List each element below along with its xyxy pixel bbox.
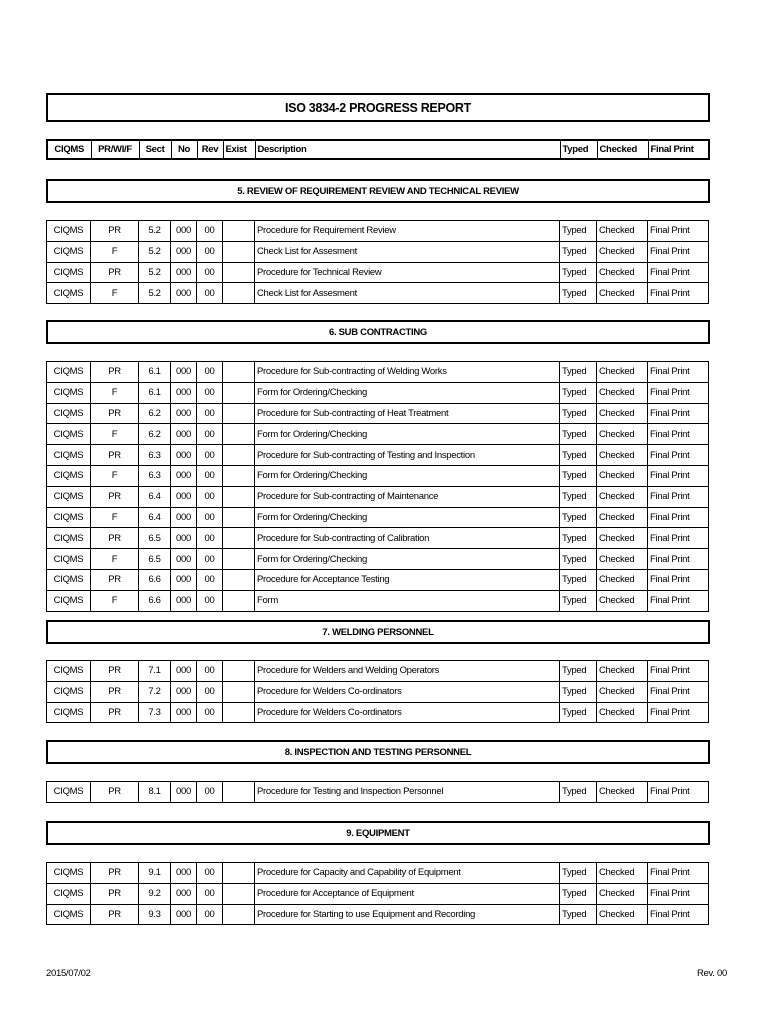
cell-typed: Typed [560,661,597,682]
table-row [47,549,709,570]
cell-no: 000 [171,528,197,549]
cell-no: 000 [171,424,197,445]
cell-exist [223,465,255,486]
cell-typed: Typed [560,883,597,904]
cell-exist [223,445,255,466]
cell-exist [223,424,255,445]
cell-typed: Typed [560,362,597,383]
table-row [47,702,709,723]
table-row [47,681,709,702]
table-row [47,904,709,925]
cell-exist [223,661,255,682]
cell-final-print: Final Print [648,241,709,262]
cell-ciqms: CIQMS [47,507,91,528]
cell-rev: 00 [197,528,223,549]
cell-description: Procedure for Requirement Review [255,221,560,242]
section-table [46,781,709,803]
cell-typed: Typed [560,528,597,549]
table-row [47,507,709,528]
cell-exist [223,528,255,549]
cell-exist [223,569,255,590]
cell-description: Form for Ordering/Checking [255,424,560,445]
section-table [46,361,709,612]
cell-final-print: Final Print [648,262,709,283]
cell-sect: 6.6 [139,569,171,590]
cell-description: Procedure for Acceptance Testing [255,569,560,590]
cell-no: 000 [171,241,197,262]
cell-checked: Checked [597,904,648,925]
col-header-no: No [171,140,197,159]
cell-type: F [91,507,139,528]
cell-checked: Checked [597,424,648,445]
cell-ciqms: CIQMS [47,362,91,383]
cell-description: Procedure for Technical Review [255,262,560,283]
cell-no: 000 [171,661,197,682]
cell-rev: 00 [197,549,223,570]
cell-rev: 00 [197,702,223,723]
cell-rev: 00 [197,262,223,283]
cell-exist [223,883,255,904]
cell-ciqms: CIQMS [47,702,91,723]
cell-rev: 00 [197,382,223,403]
cell-ciqms: CIQMS [47,283,91,304]
cell-checked: Checked [597,883,648,904]
col-header-sect: Sect [139,140,171,159]
cell-rev: 00 [197,445,223,466]
section-table [46,660,709,723]
cell-ciqms: CIQMS [47,465,91,486]
cell-checked: Checked [597,241,648,262]
col-header-checked: Checked [597,140,648,159]
cell-description: Procedure for Welders and Welding Operators [255,661,560,682]
cell-exist [223,283,255,304]
cell-rev: 00 [197,424,223,445]
cell-typed: Typed [560,486,597,507]
cell-no: 000 [171,403,197,424]
cell-final-print: Final Print [648,465,709,486]
cell-no: 000 [171,507,197,528]
cell-type: F [91,590,139,611]
table-row [47,528,709,549]
cell-exist [223,241,255,262]
cell-exist [223,362,255,383]
cell-rev: 00 [197,403,223,424]
cell-final-print: Final Print [648,590,709,611]
cell-sect: 7.2 [139,681,171,702]
cell-description: Form for Ordering/Checking [255,507,560,528]
col-header-rev: Rev [197,140,223,159]
cell-exist [223,507,255,528]
section-table [46,862,709,925]
col-header-ciqms: CIQMS [47,140,91,159]
cell-final-print: Final Print [648,863,709,884]
cell-ciqms: CIQMS [47,486,91,507]
cell-typed: Typed [560,863,597,884]
cell-type: PR [91,863,139,884]
cell-ciqms: CIQMS [47,661,91,682]
cell-sect: 6.5 [139,528,171,549]
col-header-exist: Exist [223,140,255,159]
table-row [47,863,709,884]
cell-no: 000 [171,445,197,466]
cell-typed: Typed [560,782,597,803]
cell-exist [223,863,255,884]
cell-rev: 00 [197,782,223,803]
cell-final-print: Final Print [648,681,709,702]
cell-final-print: Final Print [648,904,709,925]
cell-type: PR [91,403,139,424]
cell-checked: Checked [597,362,648,383]
section-table [46,220,709,304]
report-title: ISO 3834-2 PROGRESS REPORT [46,93,710,122]
table-row [47,486,709,507]
cell-ciqms: CIQMS [47,528,91,549]
table-row [47,590,709,611]
cell-no: 000 [171,382,197,403]
cell-description: Procedure for Welders Co-ordinators [255,681,560,702]
cell-no: 000 [171,465,197,486]
cell-description: Procedure for Starting to use Equipment and Recording [255,904,560,925]
cell-no: 000 [171,782,197,803]
cell-checked: Checked [597,486,648,507]
cell-rev: 00 [197,863,223,884]
cell-sect: 6.1 [139,382,171,403]
cell-final-print: Final Print [648,382,709,403]
cell-type: PR [91,904,139,925]
cell-exist [223,904,255,925]
cell-rev: 00 [197,904,223,925]
cell-typed: Typed [560,702,597,723]
cell-final-print: Final Print [648,549,709,570]
cell-typed: Typed [560,241,597,262]
table-row [47,445,709,466]
section-heading: 5. REVIEW OF REQUIREMENT REVIEW AND TECHNICAL REVIEW [46,179,710,203]
cell-checked: Checked [597,262,648,283]
cell-typed: Typed [560,549,597,570]
cell-typed: Typed [560,424,597,445]
cell-typed: Typed [560,465,597,486]
cell-ciqms: CIQMS [47,262,91,283]
cell-description: Check List for Assesment [255,241,560,262]
cell-final-print: Final Print [648,507,709,528]
cell-typed: Typed [560,262,597,283]
cell-no: 000 [171,702,197,723]
table-row [47,403,709,424]
cell-sect: 6.5 [139,549,171,570]
cell-sect: 5.2 [139,221,171,242]
cell-exist [223,681,255,702]
cell-type: PR [91,486,139,507]
cell-checked: Checked [597,403,648,424]
cell-checked: Checked [597,661,648,682]
cell-ciqms: CIQMS [47,883,91,904]
cell-typed: Typed [560,283,597,304]
cell-no: 000 [171,883,197,904]
cell-type: PR [91,702,139,723]
col-header-typed: Typed [560,140,597,159]
cell-no: 000 [171,262,197,283]
cell-checked: Checked [597,445,648,466]
cell-type: PR [91,528,139,549]
cell-no: 000 [171,486,197,507]
table-row [47,241,709,262]
cell-type: PR [91,569,139,590]
cell-description: Procedure for Sub-contracting of Heat Treatment [255,403,560,424]
cell-typed: Typed [560,904,597,925]
cell-ciqms: CIQMS [47,445,91,466]
cell-exist [223,590,255,611]
cell-typed: Typed [560,681,597,702]
cell-checked: Checked [597,549,648,570]
col-header-description: Description [255,140,560,159]
cell-description: Procedure for Sub-contracting of Calibration [255,528,560,549]
cell-typed: Typed [560,445,597,466]
cell-rev: 00 [197,465,223,486]
col-header-type: PR/WI/F [91,140,139,159]
cell-rev: 00 [197,283,223,304]
cell-final-print: Final Print [648,661,709,682]
table-row [47,362,709,383]
cell-final-print: Final Print [648,445,709,466]
cell-typed: Typed [560,590,597,611]
cell-sect: 9.1 [139,863,171,884]
cell-checked: Checked [597,569,648,590]
cell-sect: 6.6 [139,590,171,611]
cell-exist [223,549,255,570]
cell-description: Procedure for Testing and Inspection Personnel [255,782,560,803]
cell-typed: Typed [560,382,597,403]
table-row [47,661,709,682]
cell-no: 000 [171,681,197,702]
cell-exist [223,403,255,424]
cell-typed: Typed [560,221,597,242]
table-row [47,382,709,403]
cell-sect: 5.2 [139,283,171,304]
col-header-final-print: Final Print [648,140,709,159]
cell-type: F [91,241,139,262]
cell-no: 000 [171,569,197,590]
cell-checked: Checked [597,465,648,486]
cell-description: Procedure for Sub-contracting of Testing and Inspection [255,445,560,466]
cell-description: Procedure for Capacity and Capability of Equipment [255,863,560,884]
cell-exist [223,782,255,803]
cell-typed: Typed [560,507,597,528]
cell-rev: 00 [197,681,223,702]
cell-checked: Checked [597,382,648,403]
cell-description: Procedure for Welders Co-ordinators [255,702,560,723]
cell-description: Procedure for Sub-contracting of Maintenance [255,486,560,507]
cell-sect: 7.1 [139,661,171,682]
cell-rev: 00 [197,241,223,262]
cell-rev: 00 [197,661,223,682]
section-heading: 9. EQUIPMENT [46,821,710,845]
cell-final-print: Final Print [648,403,709,424]
cell-no: 000 [171,904,197,925]
cell-description: Check List for Assesment [255,283,560,304]
cell-sect: 6.4 [139,507,171,528]
table-row [47,262,709,283]
cell-ciqms: CIQMS [47,424,91,445]
cell-checked: Checked [597,528,648,549]
cell-rev: 00 [197,507,223,528]
table-row [47,424,709,445]
cell-checked: Checked [597,221,648,242]
cell-rev: 00 [197,362,223,383]
cell-type: PR [91,661,139,682]
footer-date: 2015/07/02 [46,968,91,979]
cell-sect: 7.3 [139,702,171,723]
table-row [47,283,709,304]
cell-type: PR [91,445,139,466]
cell-ciqms: CIQMS [47,863,91,884]
cell-sect: 6.3 [139,445,171,466]
cell-final-print: Final Print [648,782,709,803]
cell-type: F [91,424,139,445]
cell-final-print: Final Print [648,569,709,590]
table-row [47,465,709,486]
cell-type: PR [91,681,139,702]
cell-checked: Checked [597,507,648,528]
cell-type: PR [91,221,139,242]
cell-type: PR [91,782,139,803]
cell-description: Procedure for Acceptance of Equipment [255,883,560,904]
table-row [47,221,709,242]
cell-no: 000 [171,549,197,570]
cell-exist [223,486,255,507]
cell-sect: 5.2 [139,262,171,283]
cell-sect: 9.3 [139,904,171,925]
cell-ciqms: CIQMS [47,782,91,803]
cell-exist [223,262,255,283]
cell-sect: 5.2 [139,241,171,262]
cell-final-print: Final Print [648,883,709,904]
cell-ciqms: CIQMS [47,590,91,611]
table-row [47,569,709,590]
cell-checked: Checked [597,590,648,611]
cell-checked: Checked [597,681,648,702]
cell-type: PR [91,883,139,904]
cell-sect: 8.1 [139,782,171,803]
cell-exist [223,702,255,723]
cell-type: F [91,549,139,570]
cell-final-print: Final Print [648,283,709,304]
cell-sect: 6.1 [139,362,171,383]
cell-rev: 00 [197,590,223,611]
cell-exist [223,382,255,403]
section-heading: 8. INSPECTION AND TESTING PERSONNEL [46,740,710,764]
cell-sect: 9.2 [139,883,171,904]
cell-type: F [91,465,139,486]
cell-rev: 00 [197,221,223,242]
cell-description: Form for Ordering/Checking [255,549,560,570]
table-row [47,883,709,904]
cell-ciqms: CIQMS [47,403,91,424]
cell-no: 000 [171,221,197,242]
cell-checked: Checked [597,863,648,884]
cell-ciqms: CIQMS [47,382,91,403]
cell-description: Procedure for Sub-contracting of Welding Works [255,362,560,383]
cell-description: Form for Ordering/Checking [255,465,560,486]
cell-ciqms: CIQMS [47,241,91,262]
cell-ciqms: CIQMS [47,221,91,242]
cell-checked: Checked [597,283,648,304]
cell-rev: 00 [197,569,223,590]
cell-no: 000 [171,863,197,884]
cell-ciqms: CIQMS [47,681,91,702]
cell-exist [223,221,255,242]
cell-type: PR [91,362,139,383]
cell-type: F [91,382,139,403]
cell-final-print: Final Print [648,221,709,242]
cell-ciqms: CIQMS [47,904,91,925]
cell-description: Form [255,590,560,611]
cell-typed: Typed [560,569,597,590]
cell-final-print: Final Print [648,486,709,507]
cell-typed: Typed [560,403,597,424]
cell-ciqms: CIQMS [47,549,91,570]
cell-sect: 6.3 [139,465,171,486]
cell-no: 000 [171,283,197,304]
section-heading: 6. SUB CONTRACTING [46,320,710,344]
cell-sect: 6.2 [139,403,171,424]
cell-no: 000 [171,590,197,611]
cell-rev: 00 [197,486,223,507]
cell-sect: 6.2 [139,424,171,445]
cell-checked: Checked [597,702,648,723]
cell-description: Form for Ordering/Checking [255,382,560,403]
cell-rev: 00 [197,883,223,904]
section-heading: 7. WELDING PERSONNEL [46,620,710,644]
cell-sect: 6.4 [139,486,171,507]
cell-checked: Checked [597,782,648,803]
column-header-row [46,139,710,160]
cell-type: F [91,283,139,304]
table-row [47,782,709,803]
cell-final-print: Final Print [648,362,709,383]
footer-revision: Rev. 00 [697,968,727,979]
cell-final-print: Final Print [648,702,709,723]
cell-type: PR [91,262,139,283]
cell-final-print: Final Print [648,528,709,549]
cell-final-print: Final Print [648,424,709,445]
cell-no: 000 [171,362,197,383]
cell-ciqms: CIQMS [47,569,91,590]
